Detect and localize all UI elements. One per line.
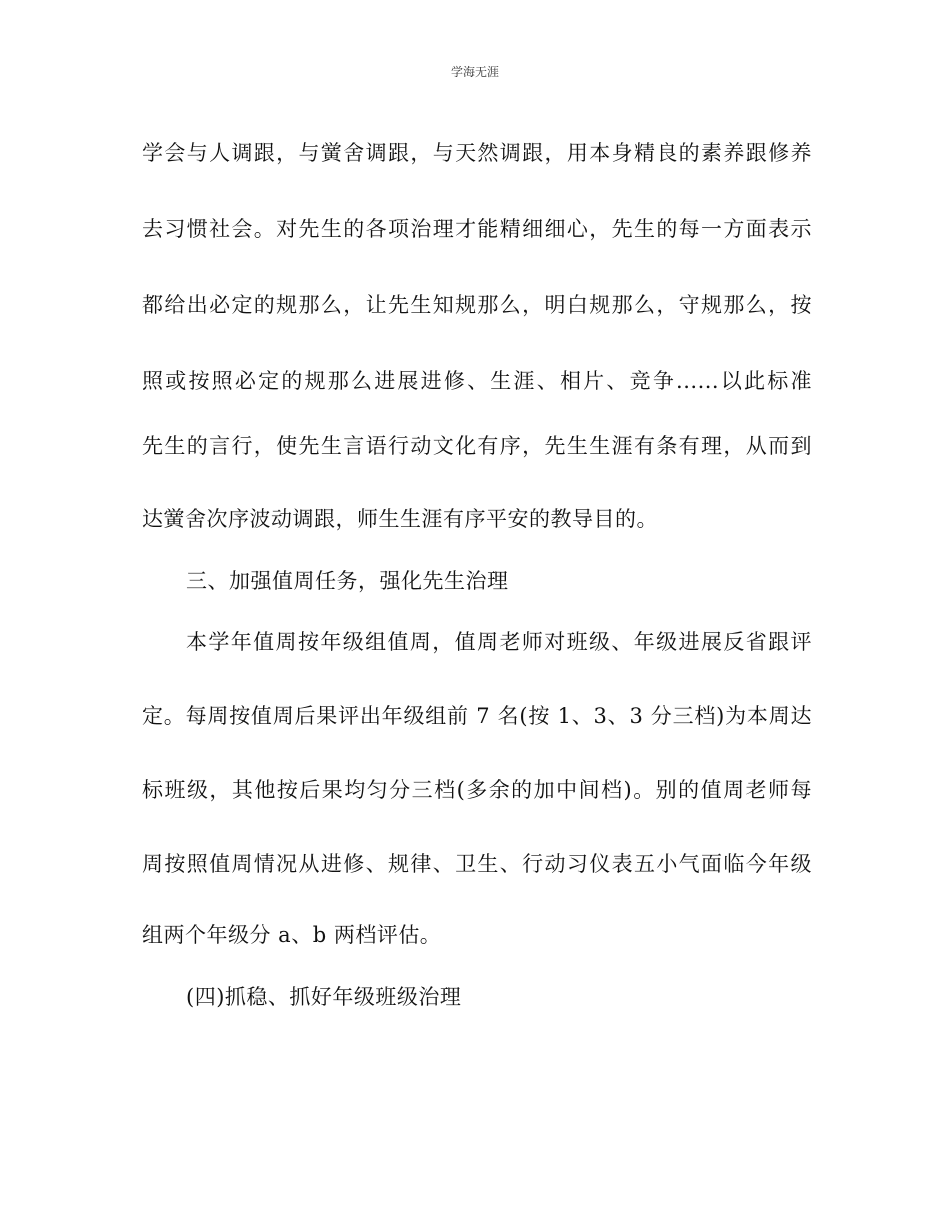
paragraph-line: 学会与人调跟，与黉舍调跟，与天然调跟，用本身精良的素养跟修养	[142, 141, 812, 165]
paragraph-line: 定。每周按值周后果评出年级组前 7 名(按 1、3、3 分三档)为本周达	[142, 704, 812, 728]
page-header: 学海无涯	[450, 65, 499, 79]
paragraph-line: 周按照值周情况从进修、规律、卫生、行动习仪表五小气面临今年级	[142, 852, 812, 876]
paragraph-line: 本学年值周按年级组值周，值周老师对班级、年级进展反省跟评	[186, 630, 812, 654]
paragraph-line: 先生的言行，使先生言语行动文化有序，先生生涯有条有理，从而到	[142, 434, 812, 458]
paragraph-line: 达黉舍次序波动调跟，师生生涯有序平安的教导目的。	[142, 507, 658, 531]
paragraph-line: 都给出必定的规那么，让先生知规那么，明白规那么，守规那么，按	[142, 293, 812, 317]
paragraph-line: 组两个年级分 a、b 两档评估。	[142, 923, 442, 947]
paragraph-line: 去习惯社会。对先生的各项治理才能精细细心，先生的每一方面表示	[142, 217, 812, 241]
section-heading: 三、加强值周任务，强化先生治理	[186, 569, 509, 593]
paragraph-line: 标班级，其他按后果均匀分三档(多余的加中间档)。别的值周老师每	[142, 778, 812, 802]
paragraph-line: 照或按照必定的规那么进展进修、生涯、相片、竞争......以此标准	[142, 369, 812, 393]
section-heading: (四)抓稳、抓好年级班级治理	[186, 985, 462, 1009]
